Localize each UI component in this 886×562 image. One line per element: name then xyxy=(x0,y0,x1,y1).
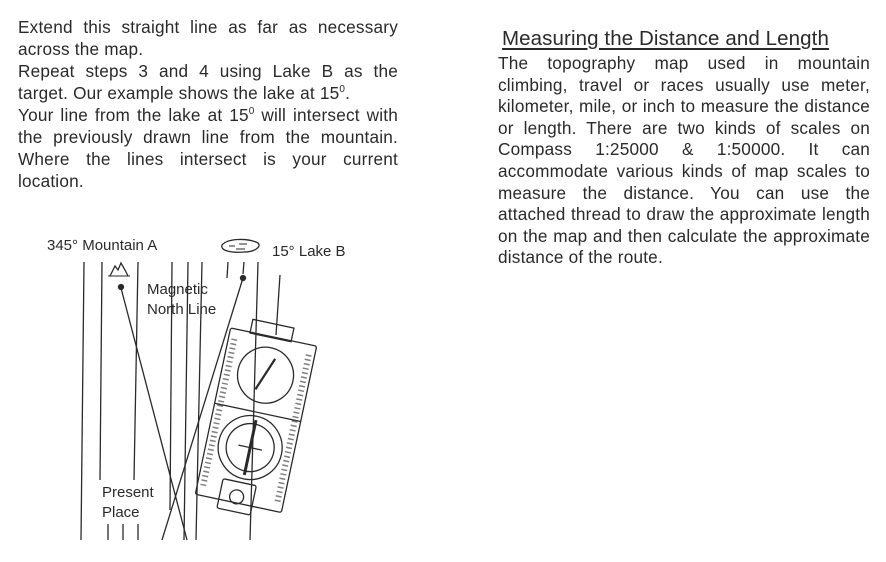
compass-icon xyxy=(193,315,319,521)
present-place-label-1: Present xyxy=(102,484,154,501)
north-line-label-2: North Line xyxy=(147,301,217,318)
present-place-label-2: Place xyxy=(102,504,140,521)
mountain-label: 345° Mountain A xyxy=(47,237,158,254)
instruction-repeat-steps: Repeat steps 3 and 4 using Lake B as the target. Our example shows the lake at $15^0$. xyxy=(18,61,398,103)
section-title: Measuring the Distance and Length xyxy=(502,27,829,50)
instruction-intersect: Your line from the lake at $15^0$ will intersect with the previously drawn line from the mountain. Where the lines intersect is your current location. xyxy=(18,105,398,191)
degree-mark: 0 xyxy=(339,84,346,95)
section-body: The topography map used in mountain climbing, travel or races usually use meter, kilometer, mile, or inch to measure the distance or length. There are two kinds of scales on Compass 1:25000 & 1:50000. It can accommodate various kinds of map scales to measure the distance. You can use the attached thread to draw the approximate length on the map and then calculate the approximate distance of the route. xyxy=(498,53,870,268)
lake-icon xyxy=(222,239,259,252)
instruction-extend-line: Extend this straight line as far as necessary across the map. xyxy=(18,17,398,59)
grid-line xyxy=(81,262,84,540)
grid-line xyxy=(276,275,280,335)
lake-label: 15° Lake B xyxy=(272,243,346,260)
mountain-bearing-line xyxy=(121,288,187,540)
grid-line xyxy=(100,262,102,480)
grid-line xyxy=(134,262,138,480)
degree-mark: 0 xyxy=(248,106,255,117)
mountain-icon xyxy=(108,263,130,276)
grid-line xyxy=(170,262,172,510)
north-line-label-1: Magnetic xyxy=(147,281,208,298)
